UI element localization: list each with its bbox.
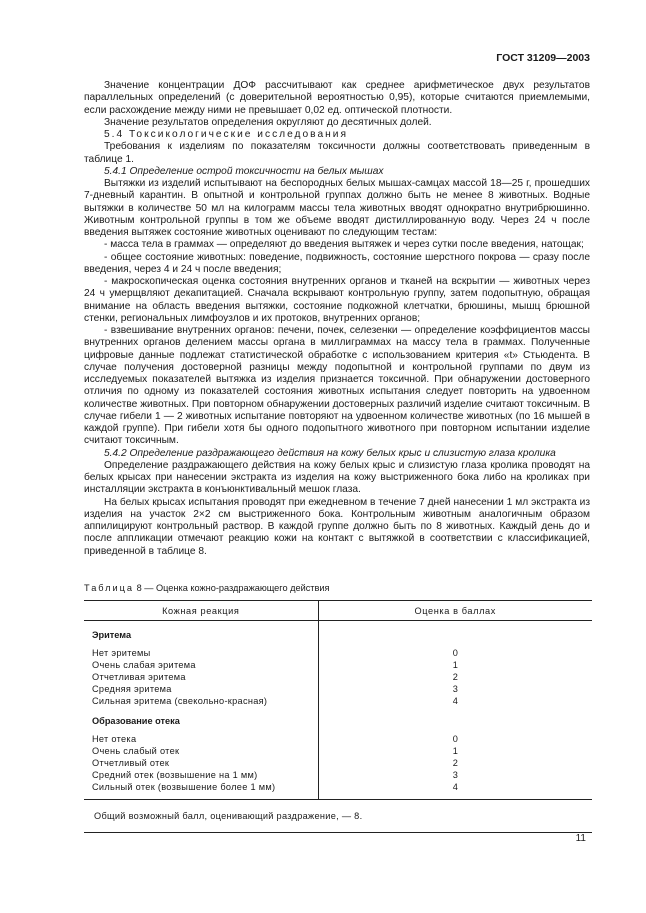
score-cell: 4 xyxy=(452,782,458,792)
paragraph: - взвешивание внутренних органов: печени, почек, селезенки — определение коэффициентов массы внутренних органов делением массы органа в миллиграммах на массу тела в граммах. Полученные цифровые данные подлежат статистической обработке с использованием критерия «t» Стьюдента. В случае получения достоверной разницы между подопытной и контрольной группами по двум из исследуемых показателей вытяжка из изделия признается токсичной. При обнаружении достоверного отличия по одному из показателей состояния животных испытания следует повторить на удвоенном количестве животных. При повторном обнаружении достоверных различий изделие считают токсичным. В случае гибели 1 — 2 животных испытание повторяют на удвоенном количестве животных (по 16 мышей в каждой группе). При гибели хотя бы одного подопытного животного при повторном испытании изделие считают токсичным. xyxy=(84,325,590,447)
table-total-row xyxy=(84,800,592,833)
table-group-row xyxy=(84,707,592,733)
score-cell: 4 xyxy=(452,696,458,706)
table-row xyxy=(84,647,592,659)
table-row xyxy=(84,781,592,793)
reaction-cell: Отчетливая эритема xyxy=(84,671,318,683)
paragraph: 5.4.2 Определение раздражающего действия на кожу белых крыс и слизистую глаза кролика xyxy=(104,447,556,459)
score-cell: 0 xyxy=(452,648,458,658)
table-row xyxy=(84,733,592,745)
table-row xyxy=(84,757,592,769)
skin-reaction-table xyxy=(84,600,592,833)
table-caption xyxy=(84,583,330,593)
reaction-cell: Сильная эритема (свекольно-красная) xyxy=(84,695,318,707)
page-number: 11 xyxy=(575,833,586,844)
table-row xyxy=(84,671,592,683)
column-header-reaction: Кожная реакция xyxy=(84,601,318,621)
reaction-cell: Нет эритемы xyxy=(84,647,318,659)
score-cell xyxy=(318,621,592,648)
column-header-score: Оценка в баллах xyxy=(318,601,592,621)
table-group-row xyxy=(84,621,592,648)
table-caption-title: 8 — Оценка кожно-раздражающего действия xyxy=(134,583,330,593)
reaction-cell: Отчетливый отек xyxy=(84,757,318,769)
paragraph: 5.4 Токсикологические исследования xyxy=(104,129,348,140)
reaction-cell: Средняя эритема xyxy=(84,683,318,695)
table-row xyxy=(84,695,592,707)
paragraph: Определение раздражающего действия на кожу белых крыс и слизистую глаза кролика проводят на белых крысах при нанесении экстракта из изделия на кожу выстриженного бока либо на кроликах при инсталляции экстракта в конъюнктивальный мешок глаза. xyxy=(84,459,590,496)
score-cell xyxy=(318,707,592,733)
paragraph: На белых крысах испытания проводят при ежедневном в течение 7 дней нанесении 1 мл экстракта из изделия на участок 2×2 см выстриженного бока. Контрольным животным аналогичным образом аппилицируют контрольный раствор. В каждой группе должно быть по 8 животных. Каждый день до и после аппликации отмечают реакцию кожи на контакт с вытяжкой в соответствии с классификацией, приведенной в таблице 8. xyxy=(84,496,590,557)
score-cell: 1 xyxy=(452,660,458,670)
paragraph: Значение концентрации ДОФ рассчитывают как среднее арифметическое двух результатов параллельных определений (с доверительной вероятностью 0,95), которые считаются приемлемыми, если расхождение между ними не превышает 0,02 ед. оптической плотности. xyxy=(84,80,590,116)
score-cell: 2 xyxy=(452,758,458,768)
reaction-cell: Эритема xyxy=(84,621,318,648)
score-cell: 2 xyxy=(452,672,458,682)
paragraph: Требования к изделиям по показателям токсичности должны соответствовать приведенным в таблице 1. xyxy=(84,141,590,165)
reaction-cell: Образование отека xyxy=(84,707,318,733)
reaction-cell: Сильный отек (возвышение более 1 мм) xyxy=(84,781,318,793)
paragraph: - общее состояние животных: поведение, подвижность, состояние шерстного покрова — сразу после введения, через 4 и 24 ч после введения; xyxy=(84,251,590,275)
table-row xyxy=(84,769,592,781)
document-header: ГОСТ 31209—2003 xyxy=(496,52,590,64)
reaction-cell: Очень слабая эритема xyxy=(84,659,318,671)
score-cell: 0 xyxy=(452,734,458,744)
paragraph: Значение результатов определения округляют до десятичных долей. xyxy=(104,116,432,128)
paragraph: - макроскопическая оценка состояния внутренних органов и тканей на вскрытии — животных через 24 ч умерщвляют декапитацией. Сначала вскрывают контрольную группу, затем подопытную, обращая внимание на область введения вытяжки, состояние подкожной клетчатки, брюшины, мышц брюшной стенки, региональных лимфоузлов и их протоков, внутренних органов; xyxy=(84,276,590,324)
body-text xyxy=(84,80,590,558)
paragraph: Вытяжки из изделий испытывают на беспородных белых мышах-самцах массой 18—25 г, прошедших 7-дневный карантин. В опытной и контрольной группах должно быть не менее 8 животных. Водные вытяжки в количестве 50 мл на килограмм массы тела животных вводят однократно внутрибрюшинно. Животным контрольной группы в том же объеме вводят дистиллированную воду. Через 24 ч после введения вытяжек состояние животных оценивают по следующим тестам: xyxy=(84,178,590,238)
paragraph: 5.4.1 Определение острой токсичности на белых мышах xyxy=(104,165,384,177)
paragraph: - масса тела в граммах — определяют до введения вытяжек и через сутки после введения, натощак; xyxy=(104,239,584,251)
score-cell: 3 xyxy=(452,684,458,694)
score-cell: 3 xyxy=(452,770,458,780)
total-score-note: Общий возможный балл, оценивающий раздражение, — 8. xyxy=(84,800,592,833)
table-row xyxy=(84,745,592,757)
table-row xyxy=(84,683,592,695)
score-cell: 1 xyxy=(452,746,458,756)
reaction-cell: Средний отек (возвышение на 1 мм) xyxy=(84,769,318,781)
reaction-cell: Очень слабый отек xyxy=(84,745,318,757)
table-caption-label: Таблица xyxy=(84,583,135,593)
table-row xyxy=(84,659,592,671)
reaction-cell: Нет отека xyxy=(84,733,318,745)
